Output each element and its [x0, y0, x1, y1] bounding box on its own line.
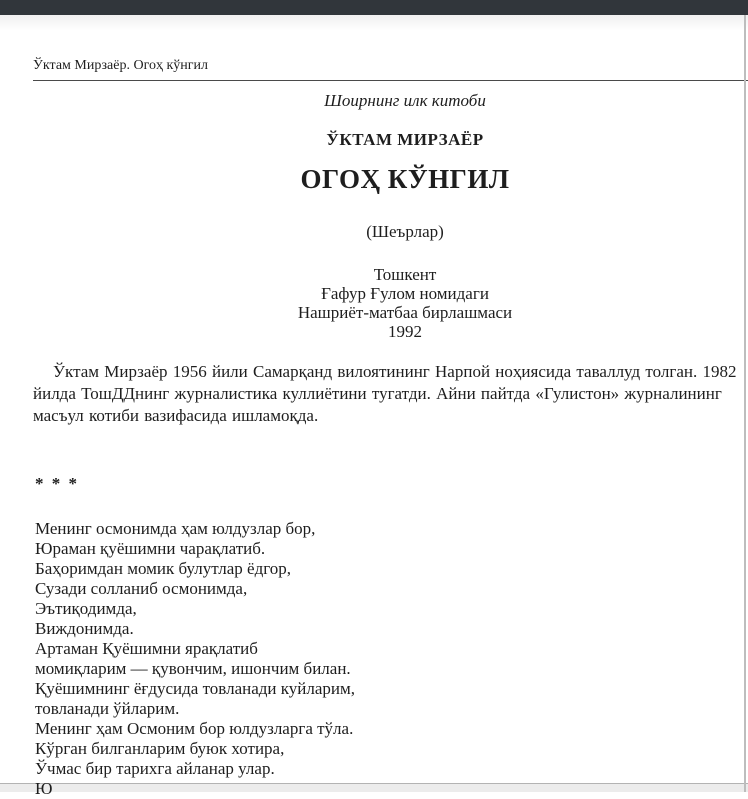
- poem-line: момиқларим — қувончим, ишончим билан.: [35, 659, 351, 678]
- book-author: ЎКТАМ МИРЗАЁР: [326, 130, 484, 149]
- running-header: Ўктам Мирзаёр. Огоҳ кўнгил: [33, 57, 748, 81]
- bio-line: Ўктам Мирзаёр 1956 йили Самарқанд вилоятининг Нарпой ноҳиясида таваллуд толган. 1982: [53, 362, 737, 381]
- section-separator: * * *: [35, 474, 79, 493]
- poem-line: Баҳоримдан момик булутлар ёдгор,: [35, 559, 292, 578]
- book-title: ОГОҲ КЎНГИЛ: [300, 164, 510, 194]
- imprint-publisher-line2: Нашриёт-матбаа бирлашмаси: [297, 303, 513, 322]
- imprint-publisher-line1: Ғафур Ғулом номидаги: [321, 284, 489, 303]
- poem-line: Менинг осмонимда ҳам юлдузлар бор,: [35, 519, 316, 538]
- top-bar: [0, 0, 748, 15]
- bottom-strip: [0, 783, 748, 792]
- imprint-block: [33, 265, 748, 341]
- poem-line: Ўчмас бир тарихга айланар улар.: [35, 759, 275, 778]
- poem-line: Кўрган билганларим буюк хотира,: [35, 739, 285, 758]
- poem-line: Менинг ҳам Осмоним бор юлдузларга тўла.: [35, 719, 354, 738]
- poem-line: товланади ўйларим.: [35, 699, 180, 718]
- page-edge-line: [744, 15, 746, 792]
- poem-line: Эътиқодимда,: [35, 599, 137, 618]
- top-fade: [0, 15, 748, 31]
- bio-line: йилда ТошДДнинг журналистика куллиётини тугатди. Айни пайтда «Гулистон» журналининг: [33, 384, 722, 403]
- bio-paragraph: [33, 361, 748, 427]
- imprint-year: 1992: [388, 322, 422, 341]
- book-genre: (Шеърлар): [366, 222, 444, 241]
- poem-line: Қуёшимнинг ёғдусида товланади куйларим,: [35, 679, 356, 698]
- bio-line: масъул котиби вазифасида ишламоқда.: [33, 406, 319, 425]
- poem-line: Сузади солланиб осмонимда,: [35, 579, 248, 598]
- poem-line: Юраман қуёшимни чарақлатиб.: [35, 539, 266, 558]
- poem-line: Виждонимда.: [35, 619, 134, 638]
- clipped-next-line: Ю: [35, 779, 53, 798]
- poem-line: Артаман Қуёшимни ярақлатиб: [35, 639, 258, 658]
- poem: [35, 519, 748, 779]
- imprint-city: Тошкент: [373, 265, 437, 284]
- book-subtitle: Шоирнинг илк китоби: [324, 91, 486, 110]
